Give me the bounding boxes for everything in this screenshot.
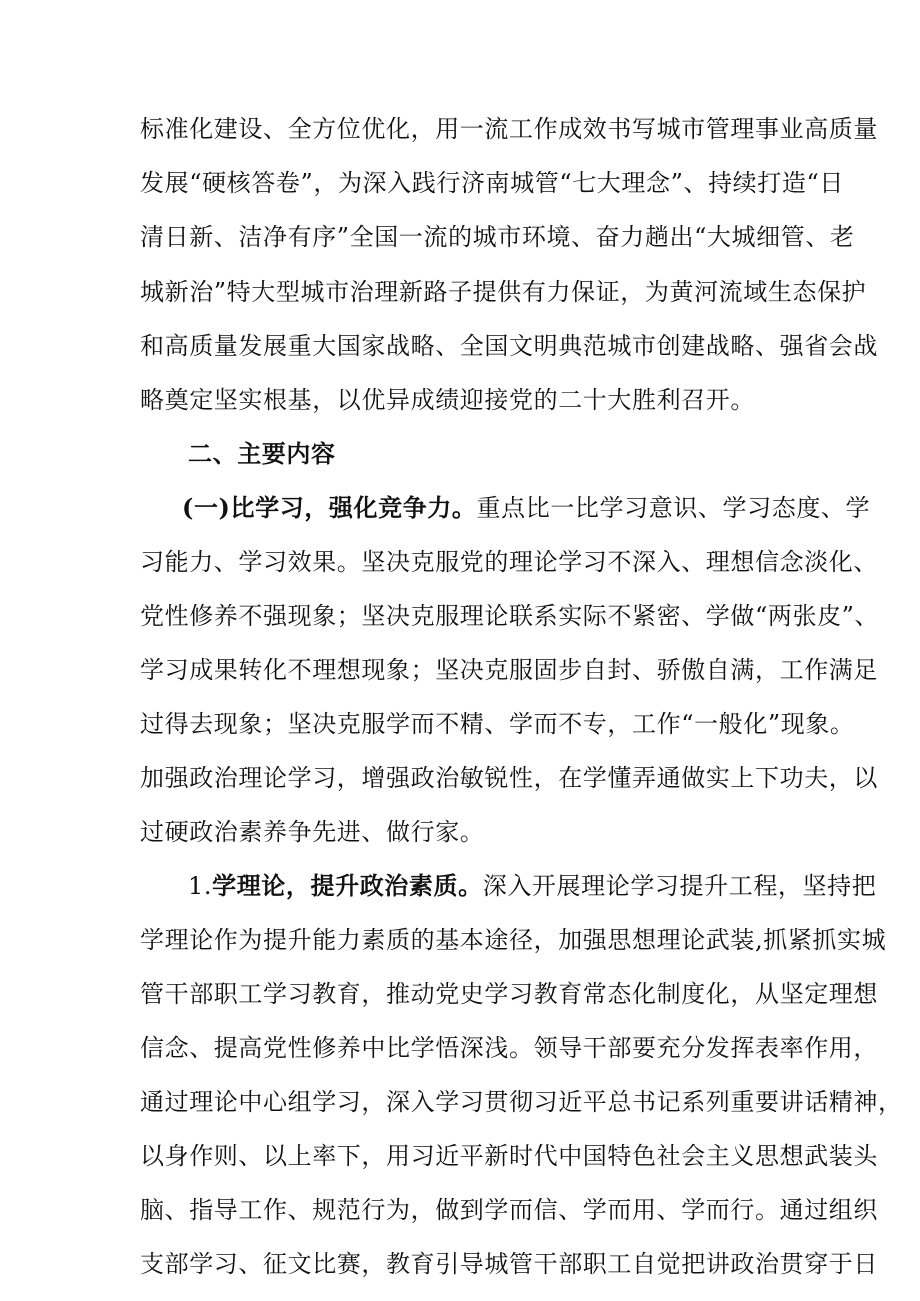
text-line: 加强政治理论学习，增强政治敏锐性，在学懂弄通做实上下功夫，以 — [140, 764, 878, 792]
text-line: 过硬政治素养争先进、做行家。 — [140, 818, 485, 846]
paragraph-first-line — [182, 492, 870, 524]
text-line: 学理论作为提升能力素质的基本途径，加强思想理论武装,抓紧抓实城 — [140, 926, 887, 954]
item-heading: 学理论，提升政治素质。 — [212, 871, 483, 900]
text-line: 通过理论中心组学习，深入学习贯彻习近平总书记系列重要讲话精神， — [140, 1088, 903, 1116]
text-line: 习能力、学习效果。坚决克服党的理论学习不深入、理想信念淡化、 — [140, 548, 878, 576]
text-line: 发展“硬核答卷”，为深入践行济南城管“七大理念”、持续打造“日 — [140, 169, 844, 197]
text-line: 脑、指导工作、规范行为，做到学而信、学而用、学而行。通过组织 — [140, 1196, 878, 1224]
text-line: 以身作则、以上率下，用习近平新时代中国特色社会主义思想武装头 — [140, 1142, 878, 1170]
text-run: 深入开展理论学习提升工程，坚持把 — [482, 872, 877, 900]
paragraph-first-line — [188, 870, 876, 902]
text-line: 略奠定坚实根基，以优异成绩迎接党的二十大胜利召开。 — [140, 386, 755, 414]
text-line: 学习成果转化不理想现象；坚决克服固步自封、骄傲自满，工作满足 — [140, 656, 878, 684]
text-line: 清日新、洁净有序”全国一流的城市环境、奋力趟出“大城细管、老 — [140, 223, 855, 251]
text-line: 和高质量发展重大国家战略、全国文明典范城市创建战略、强省会战 — [140, 332, 878, 360]
text-line: 城新治”特大型城市治理新路子提供有力保证，为黄河流域生态保护 — [140, 278, 867, 306]
text-line: 信念、提高党性修养中比学悟深浅。领导干部要充分发挥表率作用， — [140, 1034, 878, 1062]
text-line: 支部学习、征文比赛，教育引导城管干部职工自觉把讲政治贯穿于日 — [140, 1250, 878, 1278]
text-line: 标准化建设、全方位优化，用一流工作成效书写城市管理事业高质量 — [140, 115, 878, 143]
text-run: 重点比一比学习意识、学习态度、学 — [476, 494, 871, 522]
item-number: 1. — [188, 872, 213, 900]
text-line: 过得去现象；坚决克服学而不精、学而不专，工作“一般化”现象。 — [140, 710, 855, 738]
text-line: 管干部职工学习教育，推动党史学习教育常态化制度化，从坚定理想 — [140, 980, 878, 1008]
text-line: 党性修养不强现象；坚决克服理论联系实际不紧密、学做“两张皮”、 — [140, 602, 880, 630]
subsection-heading: (一)比学习，强化竞争力。 — [182, 493, 477, 522]
section-heading: 二、主要内容 — [188, 439, 336, 468]
